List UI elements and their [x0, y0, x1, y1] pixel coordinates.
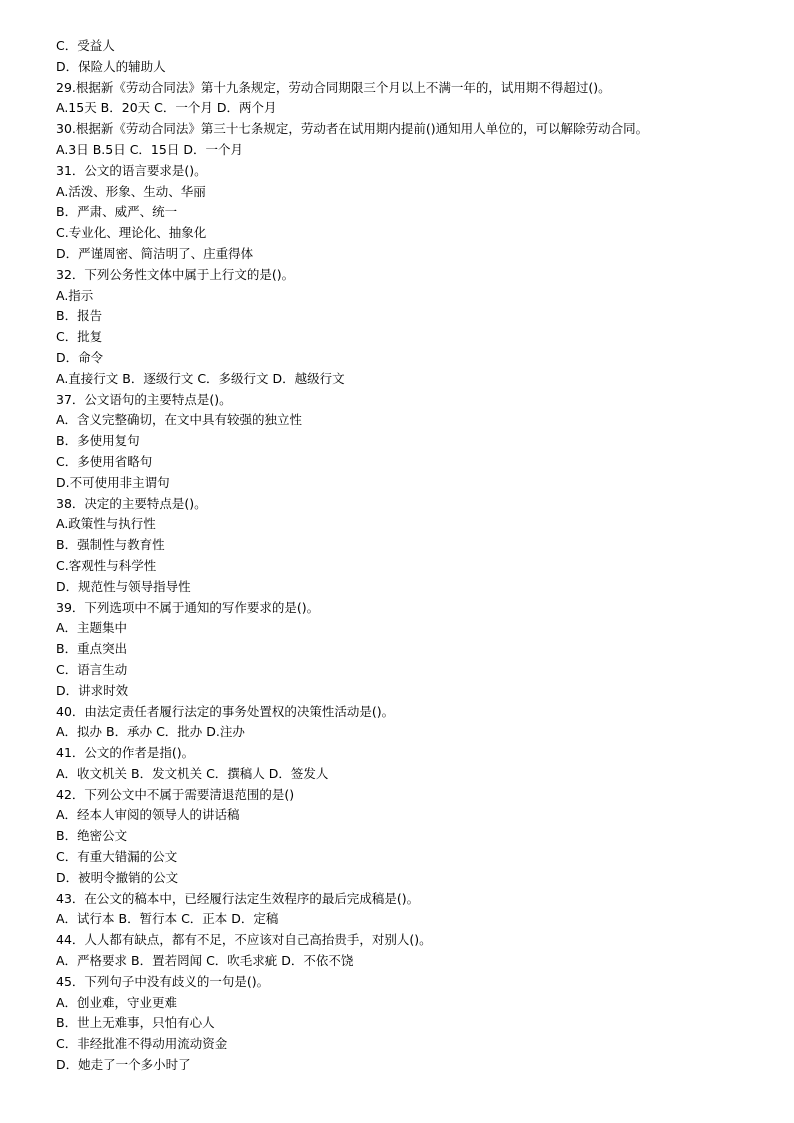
text-line: 38．决定的主要特点是()。: [56, 495, 207, 511]
text-line: A．试行本 B．暂行本 C．正本 D．定稿: [56, 911, 279, 927]
text-line: A．含义完整确切，在文中具有较强的独立性: [56, 412, 303, 428]
text-line: C．非经批准不得动用流动资金: [56, 1036, 228, 1052]
text-line: 37．公文语句的主要特点是()。: [56, 391, 232, 407]
text-line: D．规范性与领导指导性: [56, 578, 191, 594]
text-line: D．命令: [56, 349, 104, 365]
text-line: A．收文机关 B．发文机关 C．撰稿人 D．签发人: [56, 765, 329, 781]
text-line: A.活泼、形象、生动、华丽: [56, 183, 206, 199]
text-line: D．她走了一个多小时了: [56, 1057, 191, 1073]
text-line: C．批复: [56, 329, 103, 345]
text-line: B．绝密公文: [56, 828, 128, 844]
text-line: 31．公文的语言要求是()。: [56, 162, 207, 178]
text-line: B．世上无难事，只怕有心人: [56, 1015, 215, 1031]
text-line: C.客观性与科学性: [56, 557, 157, 573]
text-line: D．保险人的辅助人: [56, 58, 166, 74]
text-line: 42．下列公文中不属于需要清退范围的是(): [56, 786, 295, 802]
text-line: C．有重大错漏的公文: [56, 849, 178, 865]
document-body: [56, 36, 756, 1076]
text-line: D．严谨周密、简洁明了、庄重得体: [56, 245, 254, 261]
text-line: C．多使用省略句: [56, 453, 153, 469]
text-line: C．受益人: [56, 38, 115, 53]
text-line: D．被明令撤销的公文: [56, 869, 179, 885]
text-line: B．重点突出: [56, 641, 128, 657]
text-line: 45．下列句子中没有歧义的一句是()。: [56, 973, 270, 989]
text-line: D.不可使用非主谓句: [56, 474, 170, 490]
text-line: 40．由法定责任者履行法定的事务处置权的决策性活动是()。: [56, 703, 395, 719]
text-line: C．语言生动: [56, 661, 128, 677]
text-line: A.15天 B．20天 C．一个月 D．两个月: [56, 100, 277, 116]
text-line: A.政策性与执行性: [56, 516, 156, 532]
text-line: B．报告: [56, 308, 103, 324]
text-line: C.专业化、理论化、抽象化: [56, 225, 207, 241]
text-line: A．创业难，守业更难: [56, 994, 178, 1010]
text-line: B．严肃、威严、统一: [56, 204, 178, 220]
text-line: B．多使用复句: [56, 433, 140, 449]
text-line: 44．人人都有缺点，都有不足，不应该对自己高抬贵手，对别人()。: [56, 932, 432, 948]
text-line: 43．在公文的稿本中，已经履行法定生效程序的最后完成稿是()。: [56, 890, 420, 906]
text-line: A.3日 B.5日 C．15日 D．一个月: [56, 141, 243, 157]
text-line: 30.根据新《劳动合同法》第三十七条规定，劳动者在试用期内提前()通知用人单位的，可以解除劳动合同。: [56, 121, 649, 137]
text-line: A．拟办 B．承办 C．批办 D.注办: [56, 724, 245, 740]
text-line: 41．公文的作者是指()。: [56, 745, 195, 761]
text-line: 39．下列选项中不属于通知的写作要求的是()。: [56, 599, 320, 615]
text-line: B．强制性与教育性: [56, 537, 165, 553]
text-line: A．严格要求 B．置若罔闻 C．吹毛求疵 D．不依不饶: [56, 953, 354, 969]
text-line: 32．下列公务性文体中属于上行文的是()。: [56, 266, 295, 282]
text-line: 29.根据新《劳动合同法》第十九条规定，劳动合同期限三个月以上不满一年的，试用期不得超过()。: [56, 79, 611, 95]
text-line: A.指示: [56, 287, 94, 303]
text-line: A.直接行文 B．逐级行文 C．多级行文 D．越级行文: [56, 370, 345, 386]
text-line: D．讲求时效: [56, 682, 129, 698]
text-line: A．经本人审阅的领导人的讲话稿: [56, 807, 240, 823]
text-line: A．主题集中: [56, 620, 128, 636]
